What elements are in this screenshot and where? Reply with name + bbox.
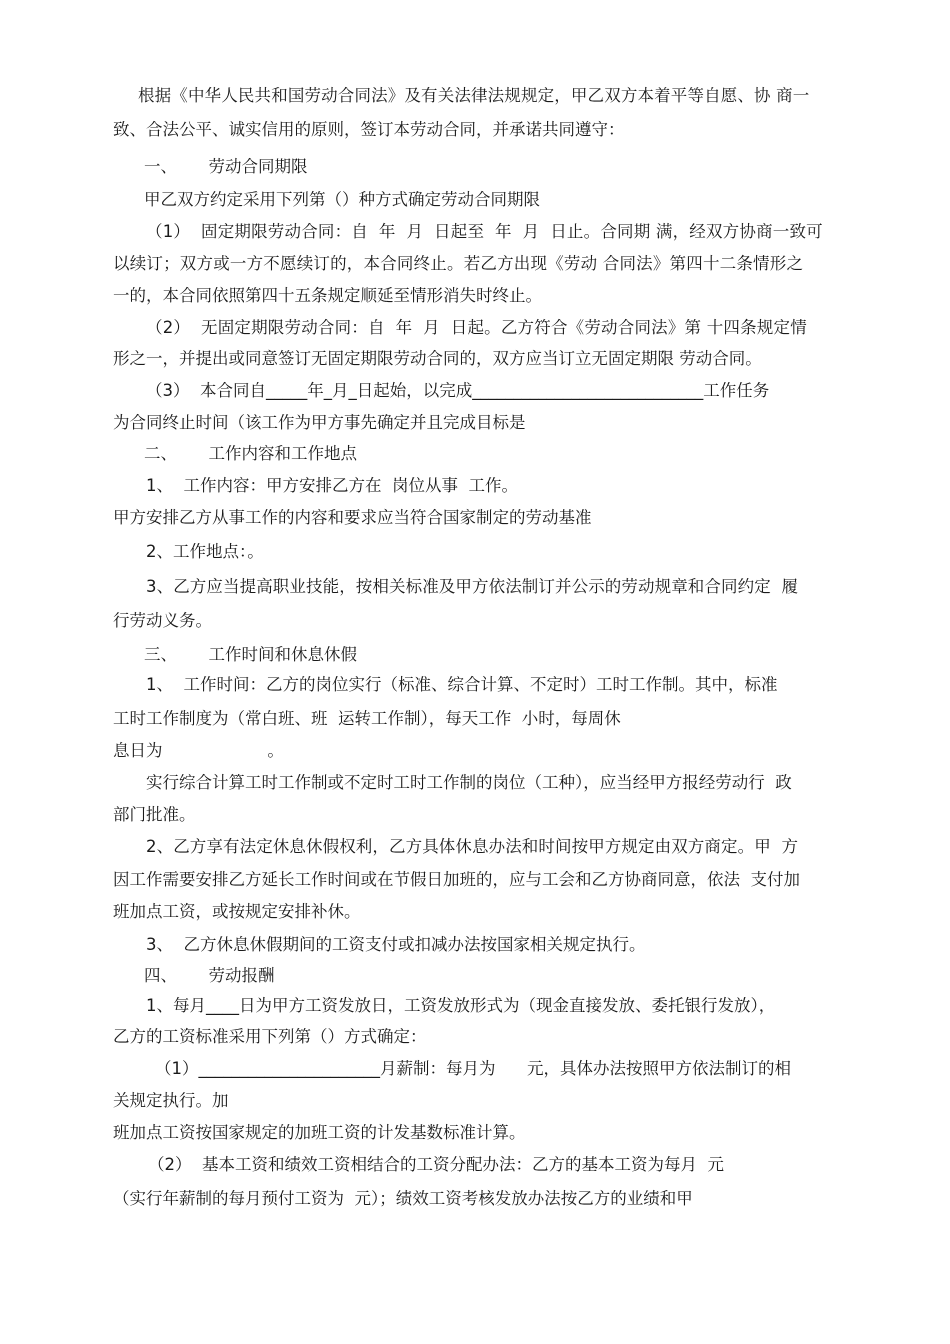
paragraph-line: （2） 无固定期限劳动合同：自 年 月 日起。乙方符合《劳动合同法》第 十四条规定情 <box>146 318 807 337</box>
paragraph-line: 形之一，并提出或同意签订无固定期限劳动合同的，双方应当订立无固定期限 劳动合同。 <box>113 349 762 368</box>
paragraph-line: 以续订；双方或一方不愿续订的，本合同终止。若乙方出现《劳动 合同法》第四十二条情形之 <box>113 254 804 273</box>
paragraph-line: 行劳动义务。 <box>113 611 212 630</box>
paragraph-line: 乙方的工资标准采用下列第（）方式确定： <box>113 1027 427 1046</box>
paragraph-line: 1、 工作时间：乙方的岗位实行（标准、综合计算、不定时）工时工作制。其中，标准 <box>146 675 778 694</box>
paragraph-line: 根据《中华人民共和国劳动合同法》及有关法律法规规定，甲乙双方本着平等自愿、协 商一 <box>138 86 810 105</box>
section-heading: 一、 劳动合同期限 <box>144 157 308 176</box>
paragraph-line: 息日为 。 <box>113 741 284 760</box>
paragraph-line: 工时工作制度为（常白班、班 运转工作制），每天工作 小时，每周休 <box>113 709 621 728</box>
paragraph-line: （实行年薪制的每月预付工资为 元）；绩效工资考核发放办法按乙方的业绩和甲 <box>113 1189 693 1208</box>
section-heading: 四、 劳动报酬 <box>144 966 275 985</box>
paragraph-line: （1） 固定期限劳动合同：自 年 月 日起至 年 月 日止。合同期 满，经双方协商一致可 <box>146 222 823 241</box>
paragraph-line: 2、乙方享有法定休息休假权利，乙方具体休息办法和时间按甲方规定由双方商定。甲 方 <box>146 837 799 856</box>
paragraph-line: 2、工作地点：。 <box>146 542 264 561</box>
paragraph-line: 1、 工作内容：甲方安排乙方在 岗位从事 工作。 <box>146 476 518 495</box>
paragraph-line: 3、乙方应当提高职业技能，按相关标准及甲方依法制订并公示的劳动规章和合同约定 履 <box>146 577 799 596</box>
paragraph-line: 实行综合计算工时工作制或不定时工时工作制的岗位（工种），应当经甲方报经劳动行 政 <box>146 773 792 792</box>
paragraph-line: 部门批准。 <box>113 805 196 824</box>
paragraph-line: 1、每月____日为甲方工资发放日，工资发放形式为（现金直接发放、委托银行发放）， <box>146 996 776 1015</box>
paragraph-line: 为合同终止时间（该工作为甲方事先确定并且完成目标是 <box>113 413 526 432</box>
paragraph-line: 班加点工资按国家规定的加班工资的计发基数标准计算。 <box>113 1123 526 1142</box>
paragraph-line: 因工作需要安排乙方延长工作时间或在节假日加班的，应与工会和乙方协商同意，依法 支付加 <box>113 870 800 889</box>
paragraph-line: 甲方安排乙方从事工作的内容和要求应当符合国家制定的劳动基准 <box>113 508 592 527</box>
paragraph-line: 甲乙双方约定采用下列第（）种方式确定劳动合同期限 <box>144 190 540 209</box>
paragraph-line: 3、 乙方休息休假期间的工资支付或扣减办法按国家相关规定执行。 <box>146 935 646 954</box>
paragraph-line: 致、合法公平、诚实信用的原则，签订本劳动合同，并承诺共同遵守： <box>113 120 625 139</box>
section-heading: 三、 工作时间和休息休假 <box>144 645 357 664</box>
paragraph-line: 班加点工资，或按规定安排补休。 <box>113 902 361 921</box>
paragraph-line: 关规定执行。加 <box>113 1091 229 1110</box>
section-heading: 二、 工作内容和工作地点 <box>144 444 357 463</box>
paragraph-line: （1）______________________月薪制：每月为 元，具体办法按照甲方依法制订的相 <box>155 1059 791 1078</box>
paragraph-line: （3） 本合同自_____年_月_日起始，以完成____________________________工作任务 <box>146 381 770 400</box>
paragraph-line: 一的，本合同依照第四十五条规定顺延至情形消失时终止。 <box>113 286 542 305</box>
paragraph-line: （2） 基本工资和绩效工资相结合的工资分配办法：乙方的基本工资为每月 元 <box>148 1155 724 1174</box>
